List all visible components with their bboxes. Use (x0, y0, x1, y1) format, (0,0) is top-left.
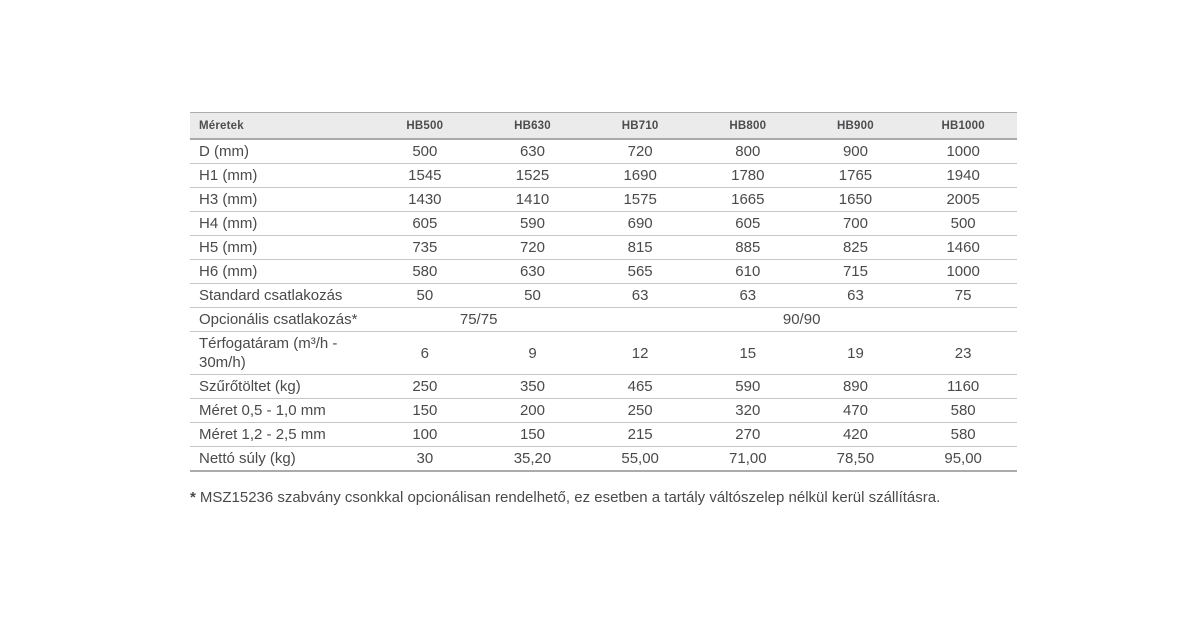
row-label: H3 (mm) (190, 188, 371, 212)
footnote (190, 488, 1017, 508)
row-value: 55,00 (586, 447, 694, 472)
row-label: Nettó súly (kg) (190, 447, 371, 472)
table-header (190, 113, 1017, 140)
row-value: 250 (586, 399, 694, 423)
row-value: 1525 (479, 164, 587, 188)
spec-sheet (190, 112, 1017, 508)
row-value: 1410 (479, 188, 587, 212)
row-value: 1000 (909, 260, 1017, 284)
header-cell-hb500: HB500 (371, 113, 479, 140)
row-value: 1765 (802, 164, 910, 188)
table-row (190, 308, 1017, 332)
row-value: 1160 (909, 375, 1017, 399)
row-value: 23 (909, 332, 1017, 375)
row-label: H6 (mm) (190, 260, 371, 284)
row-value: 500 (909, 212, 1017, 236)
row-value: 720 (586, 139, 694, 164)
header-row (190, 113, 1017, 140)
row-label: D (mm) (190, 139, 371, 164)
row-value: 580 (371, 260, 479, 284)
row-value: 500 (371, 139, 479, 164)
row-value: 35,20 (479, 447, 587, 472)
row-value: 815 (586, 236, 694, 260)
spec-table (190, 112, 1017, 472)
row-value: 1690 (586, 164, 694, 188)
row-label: Opcionális csatlakozás* (190, 308, 371, 332)
table-row (190, 423, 1017, 447)
row-value: 6 (371, 332, 479, 375)
table-row (190, 332, 1017, 375)
row-value: 150 (371, 399, 479, 423)
header-cell-hb630: HB630 (479, 113, 587, 140)
row-value: 100 (371, 423, 479, 447)
table-row (190, 164, 1017, 188)
row-value: 320 (694, 399, 802, 423)
row-value: 15 (694, 332, 802, 375)
row-value: 9 (479, 332, 587, 375)
row-value: 630 (479, 139, 587, 164)
row-value: 1650 (802, 188, 910, 212)
row-value: 215 (586, 423, 694, 447)
row-value: 715 (802, 260, 910, 284)
row-label: H5 (mm) (190, 236, 371, 260)
table-row (190, 260, 1017, 284)
row-label: Térfogatáram (m³/h - 30m/h) (190, 332, 371, 375)
row-value: 720 (479, 236, 587, 260)
row-value: 12 (586, 332, 694, 375)
row-value: 580 (909, 399, 1017, 423)
table-row (190, 375, 1017, 399)
row-value: 350 (479, 375, 587, 399)
table-row (190, 212, 1017, 236)
row-value: 30 (371, 447, 479, 472)
table-row (190, 236, 1017, 260)
row-value: 19 (802, 332, 910, 375)
footnote-text: MSZ15236 szabvány csonkkal opcionálisan rendelhető, ez esetben a tartály váltószelep nélkül kerül szállításra. (199, 489, 941, 506)
row-value: 590 (694, 375, 802, 399)
table-row (190, 139, 1017, 164)
row-value-span: 90/90 (586, 308, 1017, 332)
row-value: 605 (371, 212, 479, 236)
row-value: 580 (909, 423, 1017, 447)
header-cell-hb1000: HB1000 (909, 113, 1017, 140)
row-label: H4 (mm) (190, 212, 371, 236)
row-value: 50 (371, 284, 479, 308)
row-value: 470 (802, 399, 910, 423)
row-value: 63 (694, 284, 802, 308)
row-value: 1665 (694, 188, 802, 212)
row-value: 78,50 (802, 447, 910, 472)
row-value-span: 75/75 (371, 308, 586, 332)
row-label: Szűrőtöltet (kg) (190, 375, 371, 399)
row-value: 735 (371, 236, 479, 260)
row-value: 1430 (371, 188, 479, 212)
table-row (190, 447, 1017, 472)
row-value: 1940 (909, 164, 1017, 188)
table-row (190, 188, 1017, 212)
row-value: 50 (479, 284, 587, 308)
row-value: 75 (909, 284, 1017, 308)
row-value: 590 (479, 212, 587, 236)
header-cell-hb710: HB710 (586, 113, 694, 140)
footnote-marker: * (190, 489, 196, 506)
row-value: 610 (694, 260, 802, 284)
header-cell-hb800: HB800 (694, 113, 802, 140)
row-value: 900 (802, 139, 910, 164)
row-value: 1575 (586, 188, 694, 212)
row-value: 465 (586, 375, 694, 399)
row-value: 420 (802, 423, 910, 447)
row-value: 700 (802, 212, 910, 236)
row-value: 890 (802, 375, 910, 399)
row-label: Méret 1,2 - 2,5 mm (190, 423, 371, 447)
row-value: 63 (586, 284, 694, 308)
row-value: 150 (479, 423, 587, 447)
header-cell-hb900: HB900 (802, 113, 910, 140)
row-value: 690 (586, 212, 694, 236)
row-value: 1780 (694, 164, 802, 188)
row-label: Standard csatlakozás (190, 284, 371, 308)
row-value: 885 (694, 236, 802, 260)
row-value: 800 (694, 139, 802, 164)
table-body (190, 139, 1017, 471)
row-value: 71,00 (694, 447, 802, 472)
row-value: 1460 (909, 236, 1017, 260)
row-label: Méret 0,5 - 1,0 mm (190, 399, 371, 423)
row-value: 605 (694, 212, 802, 236)
row-value: 270 (694, 423, 802, 447)
row-value: 565 (586, 260, 694, 284)
row-value: 825 (802, 236, 910, 260)
row-value: 1545 (371, 164, 479, 188)
row-value: 1000 (909, 139, 1017, 164)
row-value: 2005 (909, 188, 1017, 212)
row-value: 63 (802, 284, 910, 308)
row-value: 95,00 (909, 447, 1017, 472)
row-value: 630 (479, 260, 587, 284)
header-cell-meretek: Méretek (190, 113, 371, 140)
row-label: H1 (mm) (190, 164, 371, 188)
row-value: 200 (479, 399, 587, 423)
row-value: 250 (371, 375, 479, 399)
table-row (190, 399, 1017, 423)
table-row (190, 284, 1017, 308)
